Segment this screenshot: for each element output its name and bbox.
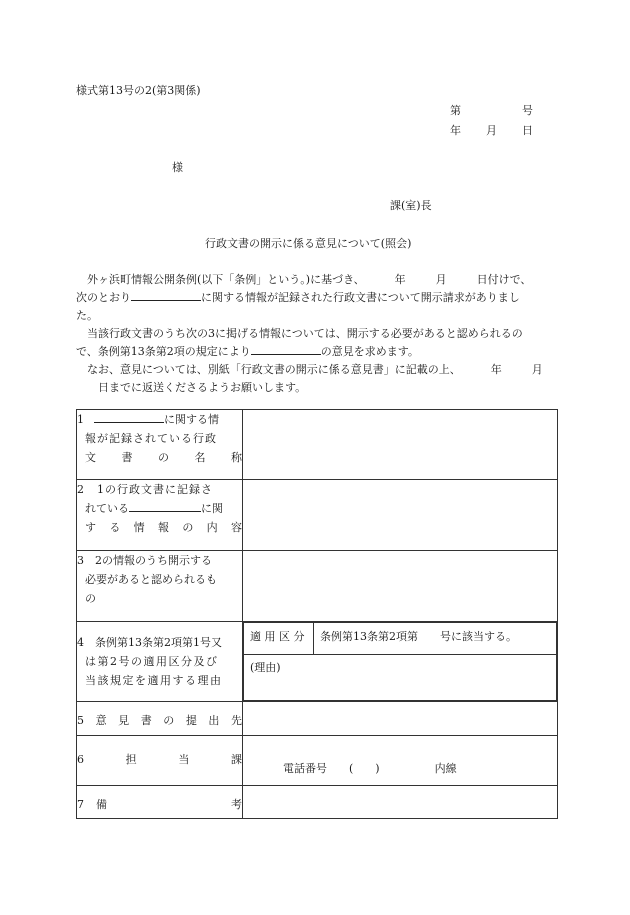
form-number: 様式第13号の2(第3関係) <box>76 84 201 97</box>
row4-inner-table <box>243 622 557 701</box>
row1-label <box>77 410 243 480</box>
row6-label <box>77 736 243 786</box>
table-row <box>77 622 558 702</box>
date-year: 年 <box>450 124 461 137</box>
p1-text-c: 次のとおり <box>76 291 131 304</box>
row3-line1: 3 2の情報のうち開示する <box>77 554 212 567</box>
row6-char: 当 <box>178 753 190 766</box>
p1-year: 年 <box>394 273 406 286</box>
p2-text-a: 当該行政文書のうち次の3に掲げる情報については、開示する必要があると認められるの <box>87 327 523 340</box>
row1-num: 1 <box>77 413 84 426</box>
doc-no-go: 号 <box>522 104 533 117</box>
p2-text-b: で、条例第13条第2項の規定により <box>76 345 251 358</box>
p3-month: 月 <box>531 363 543 376</box>
row2-char: 報 <box>157 521 169 534</box>
row4-value-cell <box>243 622 558 702</box>
p1-text-e: た。 <box>76 309 98 322</box>
row3-value-cell[interactable] <box>243 551 558 622</box>
doc-no-dai: 第 <box>450 104 461 117</box>
row2-char: 容 <box>230 521 242 534</box>
table-row <box>77 702 558 736</box>
row7-value-cell[interactable] <box>243 786 558 819</box>
row2-line1: 2 1の行政文書に記録さ <box>77 483 213 496</box>
row2-char: す <box>85 521 96 534</box>
table-row <box>77 410 558 480</box>
blank-underline <box>131 290 201 301</box>
body-paragraph-1 <box>76 271 556 325</box>
p2-text-c: の意見を求めます。 <box>320 345 419 358</box>
sender-title: 課(室)長 <box>390 199 432 212</box>
page-title: 行政文書の開示に係る意見について(照会) <box>205 237 412 250</box>
row1-char: 書 <box>121 451 133 464</box>
kubun-value[interactable]: 条例第13条第2項第 号に該当する。 <box>314 623 557 655</box>
row1-char: の <box>158 451 169 464</box>
row1-char: 文 <box>85 451 96 464</box>
row7-label <box>77 786 243 819</box>
row3-label <box>77 551 243 622</box>
row2-char: る <box>109 521 121 534</box>
row2-label <box>77 480 243 551</box>
p1-text-a: 外ヶ浜町情報公開条例(以下「条例」という。)に基づき、 <box>87 273 365 286</box>
date-month: 月 <box>486 124 497 137</box>
row5-char: 見 <box>118 714 130 727</box>
row7-num: 7 <box>77 797 84 811</box>
row1-char: 称 <box>231 451 242 464</box>
row5-value-cell[interactable] <box>243 702 558 736</box>
row2-line2-tail: に関 <box>201 502 223 515</box>
kubun-label: 適 用 区 分 <box>244 623 314 655</box>
row6-char: 課 <box>230 753 242 766</box>
row5-char: 先 <box>230 714 242 727</box>
table-row <box>77 551 558 622</box>
row1-line2: 報が記録されている行政 <box>85 432 217 445</box>
row5-char: 意 <box>95 714 107 727</box>
p3-text-b: 日までに返送くださるようお願いします。 <box>98 381 307 394</box>
table-row <box>77 736 558 786</box>
row5-char: 出 <box>208 714 220 727</box>
phone-line: 電話番号 ( ) 内線 <box>283 762 457 776</box>
row6-value-cell[interactable] <box>243 736 558 786</box>
row1-char: 名 <box>194 451 206 464</box>
row7-char: 考 <box>231 797 242 811</box>
row5-label <box>77 702 243 736</box>
p1-text-b: 日付けで、 <box>476 273 532 286</box>
reason-field[interactable] <box>244 655 557 701</box>
blank-underline <box>129 501 201 512</box>
row3-line2: 必要があると認められるも <box>85 573 217 586</box>
row2-line3 <box>77 518 242 537</box>
table-row <box>77 786 558 819</box>
row6-num: 6 <box>77 753 84 766</box>
p3-year: 年 <box>490 363 502 376</box>
row2-line2-head: れている <box>85 502 129 515</box>
row3-line3: の <box>85 592 96 605</box>
row4-line1: 4 条例第13条第2項第1号又 <box>77 636 222 649</box>
row5-char: 書 <box>140 714 152 727</box>
row2-char: 内 <box>206 521 218 534</box>
p3-text-a: なお、意見については、別紙「行政文書の開示に係る意見書」に記載の上、 <box>87 363 461 376</box>
row6-char: 担 <box>125 753 137 766</box>
row2-char: 情 <box>133 521 145 534</box>
table-row <box>77 480 558 551</box>
row2-value-cell[interactable] <box>243 480 558 551</box>
row5-char: の <box>163 714 175 727</box>
row1-line1-tail: に関する情 <box>164 413 219 426</box>
row7-char: 備 <box>96 797 107 811</box>
row4-line2: は第2号の適用区分及び <box>85 655 219 668</box>
row2-char: の <box>182 521 194 534</box>
blank-underline <box>94 412 164 423</box>
reason-label: (理由) <box>250 661 281 674</box>
p1-month: 月 <box>435 273 447 286</box>
row4-line3: 当該規定を適用する理由 <box>85 674 223 687</box>
date-day: 日 <box>522 124 533 137</box>
body-paragraph-3 <box>76 361 556 397</box>
p1-text-d: に関する情報が記録された行政文書について開示請求がありまし <box>201 291 520 304</box>
row5-char: 提 <box>185 714 197 727</box>
row1-value-cell[interactable] <box>243 410 558 480</box>
opinion-inquiry-table <box>76 409 558 819</box>
addressee-suffix: 様 <box>172 161 183 174</box>
row5-num: 5 <box>77 714 84 727</box>
blank-underline <box>251 344 321 355</box>
body-paragraph-2 <box>76 325 556 361</box>
row1-line3 <box>77 448 242 467</box>
row4-label <box>77 622 243 702</box>
